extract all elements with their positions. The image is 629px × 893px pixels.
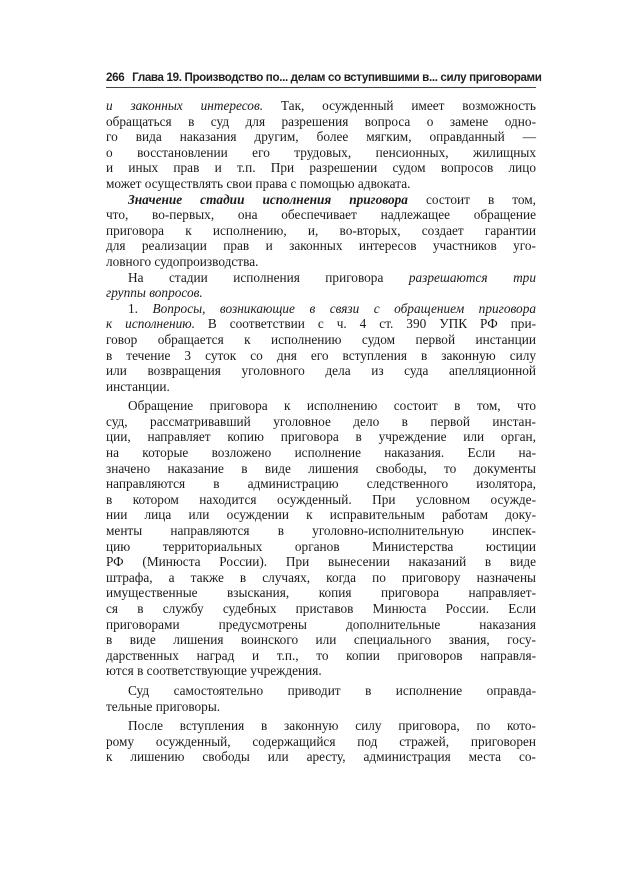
text-line: к лишению свободы или аресту, администрация места со- <box>106 749 536 765</box>
text-line: имущественные взыскания, копия приговора направляет- <box>106 585 536 601</box>
text-line <box>106 301 536 317</box>
text-line <box>106 270 536 286</box>
text-line: РФ (Минюста России). При вынесении наказаний в виде <box>106 554 536 570</box>
paragraph-4 <box>106 301 536 395</box>
text-line: для реализации прав и законных интересов участников уго- <box>106 238 536 254</box>
text-span: На стадии исполнения приговора <box>128 269 409 285</box>
text-line: значено наказание в виде лишения свободы, то документы <box>106 460 536 476</box>
text-line: нии лица или осуждении к исправительным работам доку- <box>106 507 536 523</box>
text-line: приговорами предусмотрены дополнительные наказания <box>106 616 536 632</box>
paragraph-6 <box>106 683 536 714</box>
paragraph-5 <box>106 398 536 679</box>
text-line <box>106 316 536 332</box>
text-line <box>106 98 536 114</box>
text-line: тельные приговоры. <box>106 698 221 714</box>
text-line: После вступления в законную силу приговора, по кото- <box>128 718 536 734</box>
text-line: на которые возложено исполнение наказания. Если на- <box>106 445 536 461</box>
text-line: рому осужденный, содержащийся под стражей, приговорен <box>106 733 536 749</box>
text-line: в течение 3 суток со дня его вступления в законную силу <box>106 347 536 363</box>
text-span: В соответствии с ч. 4 ст. 390 УПК РФ при- <box>194 316 536 332</box>
text-line: может осуществлять свои права с помощью адвоката. <box>106 175 411 191</box>
text-line: цию территориальных органов Министерства юстиции <box>106 538 536 554</box>
italic-phrase: и законных интересов. <box>106 98 264 113</box>
text-line: приговора к исполнению, и, во-вторых, создает гарантии <box>106 222 536 238</box>
page-number: 266 <box>106 71 125 84</box>
list-number: 1. <box>128 300 153 316</box>
paragraph-1 <box>106 98 536 192</box>
italic-phrase: Вопросы, возникающие в связи с обращением приговора <box>152 300 537 316</box>
paragraph-7 <box>106 718 536 765</box>
text-line: ловного судопроизводства. <box>106 253 259 269</box>
text-line: менты направляются в уголовно-исполнительную инспек- <box>106 523 536 539</box>
text-line: что, во-первых, она обеспечивает надлежащее обращение <box>106 207 536 223</box>
text-line: направляются в администрацию следственного изолятора, <box>106 476 536 492</box>
text-line: суд, рассматривавший уголовное дело в первой инстан- <box>106 413 536 429</box>
text-line: в котором находится осужденный. При условном осужде- <box>106 491 536 507</box>
running-title: Глава 19. Производство по... делам со вступившими в... силу приговорами <box>132 71 542 84</box>
italic-phrase: к исполнению. <box>106 316 195 332</box>
text-line: обращаться в суд для разрешения вопроса о замене одно- <box>106 113 536 129</box>
text-line: ции, направляет копию приговора в учреждение или орган, <box>106 429 536 445</box>
text-line: говор обращается к исполнению судом первой инстанции <box>106 331 536 347</box>
text-line: го вида наказания другим, более мягким, оправданный — <box>106 129 536 145</box>
text-line: ются в соответствующие учреждения. <box>106 663 322 679</box>
text-line: группы вопросов. <box>106 285 203 301</box>
text-line: штрафа, а также в случаях, когда по приговору назначены <box>106 569 536 585</box>
text-line: ся в службу судебных приставов Минюста России. Если <box>106 601 536 616</box>
text-line: о восстановлении его трудовых, пенсионных, жилищных <box>106 144 536 160</box>
bold-italic-phrase: Значение стадии исполнения приговора <box>128 191 408 207</box>
text-span: состоит в том, <box>407 191 536 207</box>
text-line: дарственных наград и т.п., то копии приговоров направля- <box>106 647 536 663</box>
text-line: инстанции. <box>106 378 170 394</box>
text-span: Так, осужденный имеет возможность <box>263 98 536 113</box>
text-line <box>106 192 536 208</box>
paragraph-3 <box>106 270 536 301</box>
text-line: Обращение приговора к исполнению состоит в том, что <box>128 398 536 414</box>
text-line: или возвращения уголовного дела из суда апелляционной <box>106 363 536 379</box>
running-header <box>106 71 542 88</box>
paragraph-2 <box>106 192 536 270</box>
text-body <box>106 98 536 765</box>
italic-phrase: разрешаются три <box>408 269 536 285</box>
text-line: в виде лишения воинского или специального звания, госу- <box>106 632 536 648</box>
text-line: и иных прав и т.п. При разрешении судом вопросов лицо <box>106 160 536 176</box>
text-line: Суд самостоятельно приводит в исполнение оправда- <box>128 682 536 698</box>
